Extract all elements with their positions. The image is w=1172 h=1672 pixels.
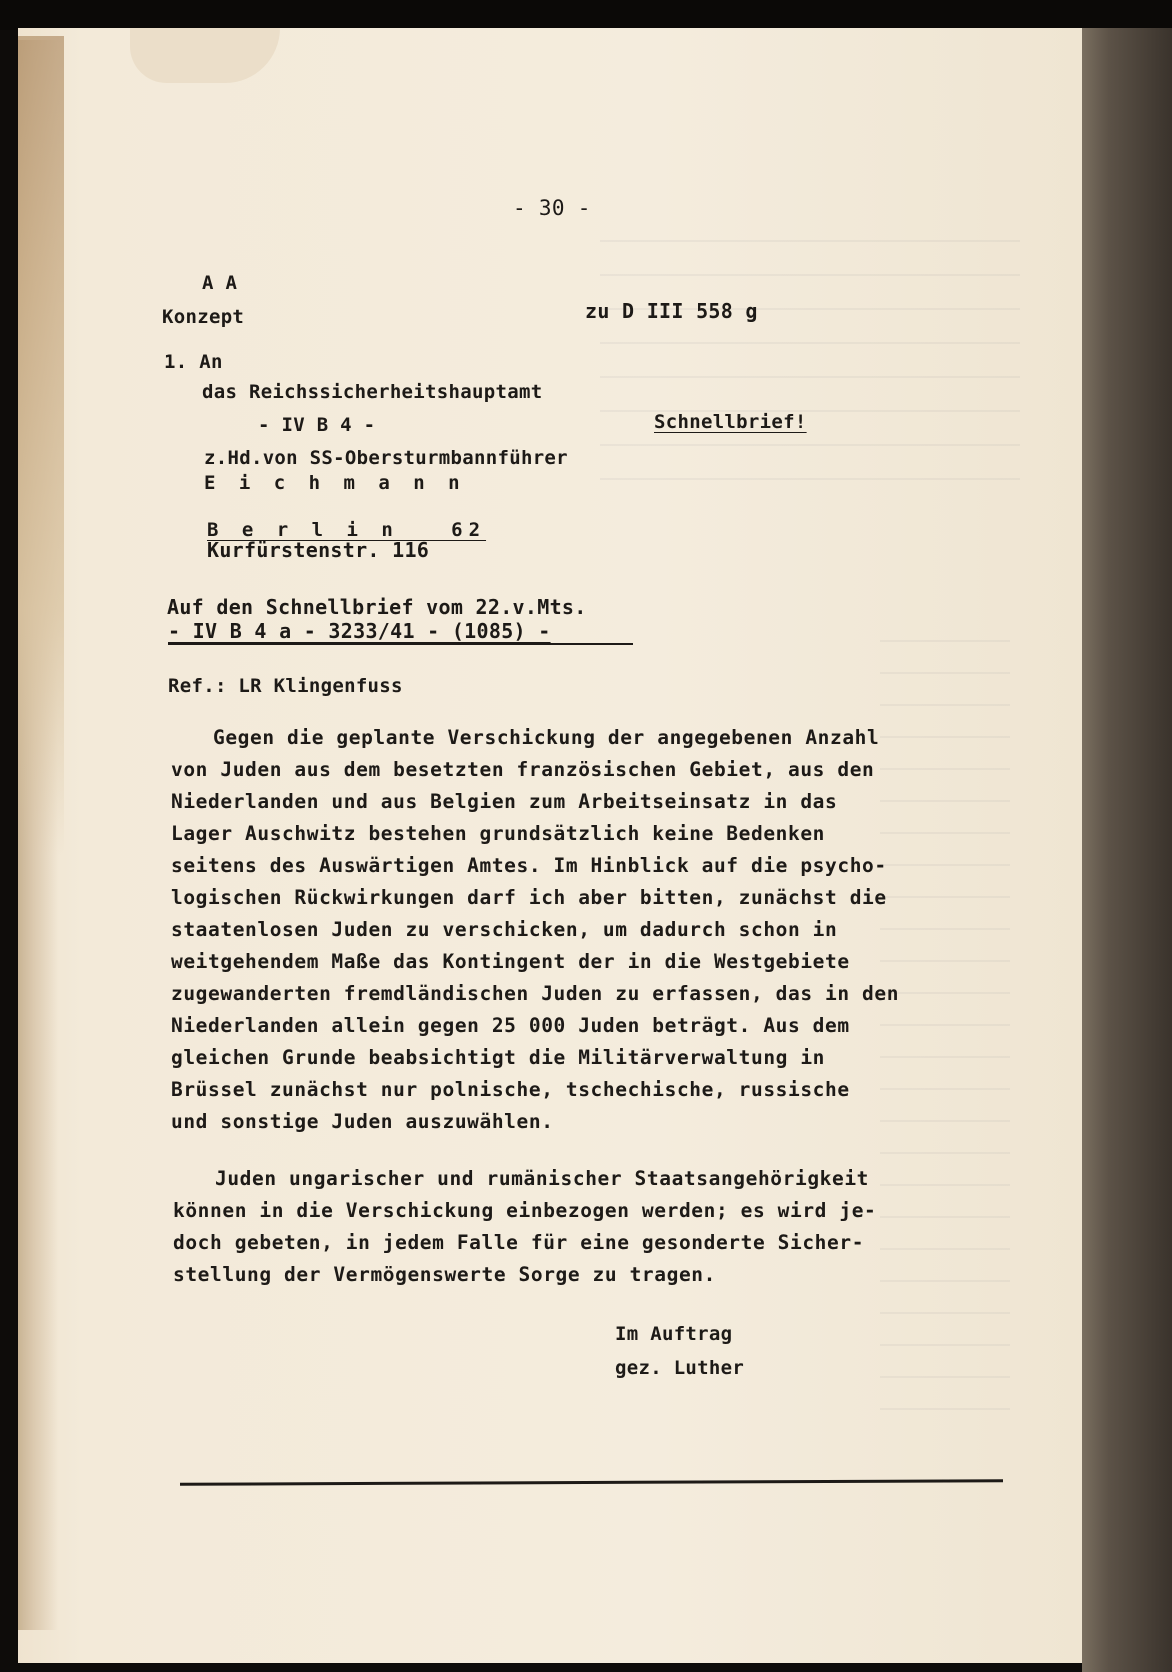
signature-name: gez. Luther	[615, 1357, 745, 1379]
body-line: Lager Auschwitz bestehen grundsätzlich keine Bedenken	[171, 822, 826, 845]
show-through-texture	[600, 240, 1020, 500]
body-line: zugewanderten fremdländischen Juden zu erfassen, das in den	[171, 982, 900, 1005]
subject-line-1: Auf den Schnellbrief vom 22.v.Mts.	[167, 595, 587, 619]
body-line: staatenlosen Juden zu verschicken, um dadurch schon in	[171, 918, 838, 941]
address-line-to: 1. An	[164, 351, 223, 373]
body-line: weitgehendem Maße das Kontingent der in die Westgebiete	[171, 950, 850, 973]
body-line: Niederlanden allein gegen 25 000 Juden beträgt. Aus dem	[171, 1014, 850, 1037]
body-line: Brüssel zunächst nur polnische, tschechische, russische	[171, 1078, 850, 1101]
address-department: - IV B 4 -	[258, 414, 376, 436]
body-line: logischen Rückwirkungen darf ich aber bitten, zunächst die	[171, 886, 887, 909]
address-name: E i c h m a n n	[204, 472, 466, 494]
body-line: seitens des Auswärtigen Amtes. Im Hinblick auf die psycho-	[171, 854, 887, 877]
header-reference: zu D III 558 g	[585, 299, 758, 323]
body-line: gleichen Grunde beabsichtigt die Militärverwaltung in	[171, 1046, 826, 1069]
address-recipient: das Reichssicherheitshauptamt	[202, 381, 543, 403]
header-konzept: Konzept	[162, 306, 245, 328]
page-number: - 30 -	[513, 196, 591, 220]
schnellbrief-marker: Schnellbrief!	[654, 411, 807, 433]
body-line: doch gebeten, in jedem Falle für eine gesonderte Sicher-	[173, 1231, 865, 1254]
body-line: können in die Verschickung einbezogen werden; es wird je-	[173, 1199, 877, 1222]
next-page-edge	[1082, 28, 1172, 1672]
body-line: Juden ungarischer und rumänischer Staatsangehörigkeit	[215, 1167, 870, 1190]
address-attention: z.Hd.von SS-Obersturmbannführer	[204, 447, 568, 469]
address-city: B e r l i n 62	[207, 519, 487, 541]
signature-im-auftrag: Im Auftrag	[615, 1323, 733, 1345]
body-line: stellung der Vermögenswerte Sorge zu tragen.	[173, 1263, 716, 1286]
show-through-texture-lower	[880, 640, 1010, 1420]
subject-line-2: - IV B 4 a - 3233/41 - (1085) -	[168, 619, 551, 643]
body-line: von Juden aus dem besetzten französischen Gebiet, aus den	[171, 758, 875, 781]
scan-background-top	[0, 0, 1172, 30]
subject-underline	[168, 643, 633, 645]
header-aa: A A	[202, 272, 238, 294]
ref-line: Ref.: LR Klingenfuss	[168, 675, 403, 697]
page-stain	[18, 36, 64, 856]
address-street: Kurfürstenstr. 116	[207, 538, 430, 562]
body-line: und sonstige Juden auszuwählen.	[171, 1110, 554, 1133]
body-line: Niederlanden und aus Belgien zum Arbeitseinsatz in das	[171, 790, 838, 813]
body-line: Gegen die geplante Verschickung der angegebenen Anzahl	[213, 726, 880, 749]
